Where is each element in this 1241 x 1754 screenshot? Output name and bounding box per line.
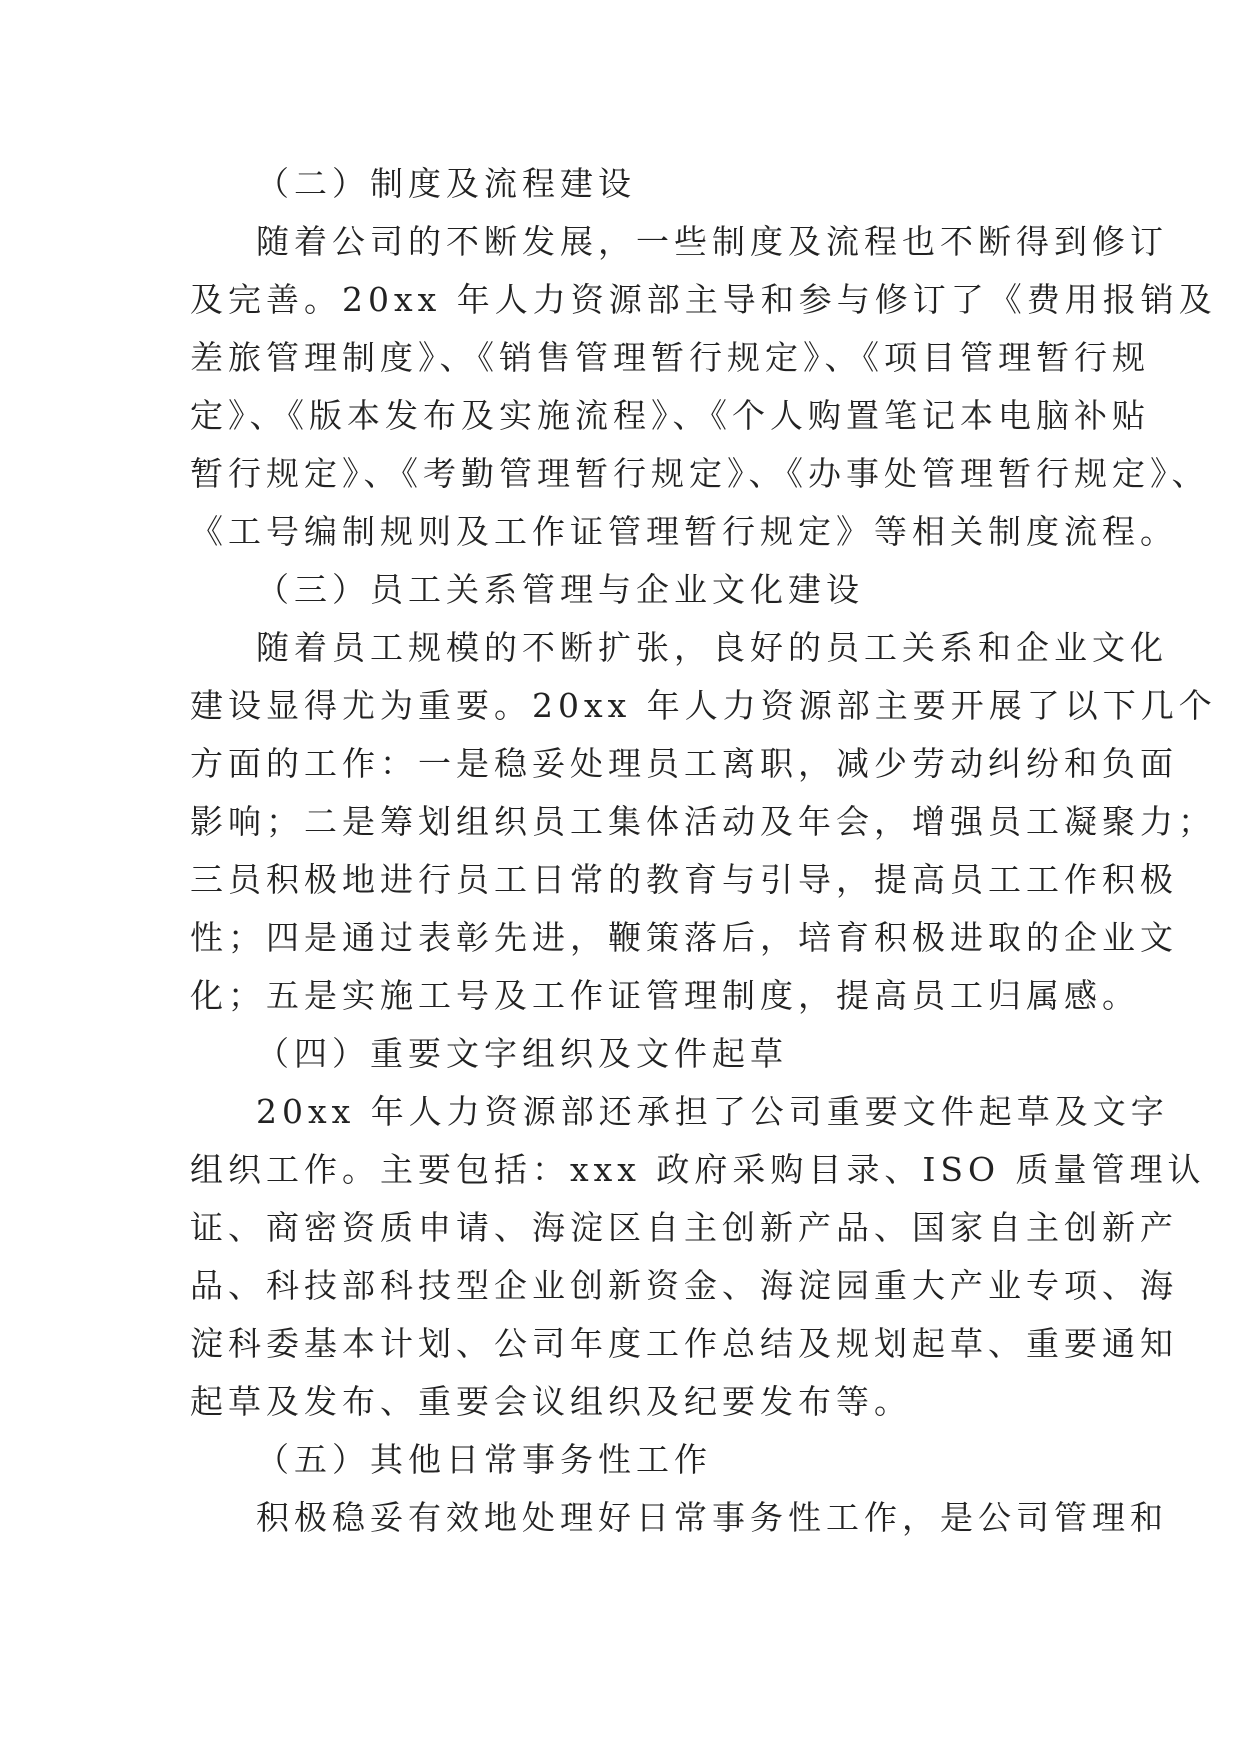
paragraph-line: 证、商密资质申请、海淀区自主创新产品、国家自主创新产	[190, 1208, 1178, 1247]
section-heading: （三）员工关系管理与企业文化建设	[256, 570, 864, 609]
paragraph-line: 性；四是通过表彰先进，鞭策落后，培育积极进取的企业文	[190, 918, 1178, 957]
paragraph-line: 组织工作。主要包括：xxx 政府采购目录、ISO 质量管理认	[190, 1150, 1206, 1189]
paragraph-line: 三员积极地进行员工日常的教育与引导，提高员工工作积极	[190, 860, 1178, 899]
paragraph-line: 20xx 年人力资源部还承担了公司重要文件起草及文字	[256, 1092, 1169, 1131]
paragraph-line: 暂行规定》、《考勤管理暂行规定》、《办事处管理暂行规定》、	[190, 454, 1210, 493]
paragraph-line: 积极稳妥有效地处理好日常事务性工作，是公司管理和	[256, 1498, 1168, 1537]
paragraph-line: 建设显得尤为重要。20xx 年人力资源部主要开展了以下几个	[190, 686, 1217, 725]
paragraph-line: 化；五是实施工号及工作证管理制度，提高员工归属感。	[190, 976, 1140, 1015]
section-heading: （二）制度及流程建设	[256, 164, 636, 203]
paragraph-line: 品、科技部科技型企业创新资金、海淀园重大产业专项、海	[190, 1266, 1178, 1305]
paragraph-line: 淀科委基本计划、公司年度工作总结及规划起草、重要通知	[190, 1324, 1178, 1363]
paragraph-line: 随着公司的不断发展，一些制度及流程也不断得到修订	[256, 222, 1168, 261]
paragraph-line: 方面的工作：一是稳妥处理员工离职，减少劳动纠纷和负面	[190, 744, 1178, 783]
paragraph-line: 随着员工规模的不断扩张，良好的员工关系和企业文化	[256, 628, 1168, 667]
paragraph-line: 差旅管理制度》、《销售管理暂行规定》、《项目管理暂行规	[190, 338, 1150, 377]
section-heading: （五）其他日常事务性工作	[256, 1440, 712, 1479]
paragraph-line: 影响；二是筹划组织员工集体活动及年会，增强员工凝聚力；	[190, 802, 1216, 841]
paragraph-line: 及完善。20xx 年人力资源部主导和参与修订了《费用报销及	[190, 280, 1217, 319]
paragraph-line: 《工号编制规则及工作证管理暂行规定》等相关制度流程。	[190, 512, 1178, 551]
paragraph-line: 定》、《版本发布及实施流程》、《个人购置笔记本电脑补贴	[190, 396, 1150, 435]
section-heading: （四）重要文字组织及文件起草	[256, 1034, 788, 1073]
paragraph-line: 起草及发布、重要会议组织及纪要发布等。	[190, 1382, 912, 1421]
document-body	[190, 155, 1217, 1547]
